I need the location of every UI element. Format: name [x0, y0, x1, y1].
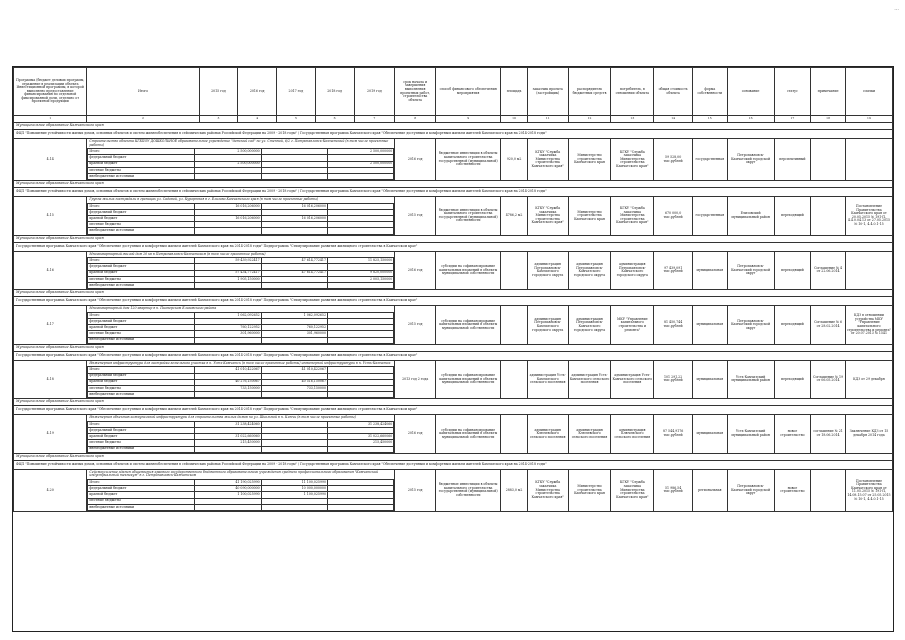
object-consumer: администрация Петропавловск-Камчатского городского округа: [611, 251, 654, 290]
object-cost: 670 000,0 тыс.рублей: [654, 197, 693, 236]
object-code: 4.18: [14, 360, 87, 399]
financing-line: [88, 446, 394, 452]
financing-source: внебюджетные источники: [88, 228, 195, 234]
header-ownership: форма собственности: [692, 68, 727, 116]
financing-line: [88, 392, 394, 398]
object-row: [14, 251, 893, 290]
section-title: Муниципальное образование Камчатского края: [14, 181, 893, 188]
financing-line: [88, 228, 394, 234]
object-ownership: муниципальная: [692, 251, 727, 290]
column-number: 8: [395, 116, 436, 123]
object-years: 2015 год: [395, 197, 436, 236]
program-title: ФЦП "Повышение устойчивости жилых домов, основных объектов и систем жизнеобеспечения в сейсмических районах Российской Федерации на 2009 - 2018 годы" / Государственная программа Камчатского края "Обеспечение доступным и комфортным жильем жителей Камчатского края на 2014-2018 годы": [14, 188, 893, 197]
header-2019: 2019 год: [354, 68, 395, 116]
column-number: 12: [568, 116, 611, 123]
object-consumer: администрация Усть-Камчатского сельского поселения: [611, 360, 654, 399]
financing-source: Итого: [88, 421, 195, 427]
financing-source: краевой бюджет: [88, 161, 195, 167]
object-status: перспективный: [774, 139, 811, 181]
financing-source: краевой бюджет: [88, 270, 195, 276]
financing-2015: 11 100,025990: [261, 479, 327, 485]
object-row: [14, 415, 893, 454]
financing-source: Итого: [88, 258, 195, 264]
object-ref: Постановление Правительства Камчатского края от 20.05.2015 № 191-П, 4.4.0.04.13 от 27.05.2015 № 10-1, 4.4.0.1-15: [845, 197, 892, 236]
header-method: способ финансового обеспечения мероприятия: [436, 68, 501, 116]
object-distributor: Министерство строительства Камчатского края: [568, 139, 611, 181]
section-row: [14, 290, 893, 297]
financing-source: федеральный бюджет: [88, 486, 195, 492]
financing-total: 31 238,424060: [195, 421, 261, 427]
program-title: Государственная программа Камчатского края "Обеспечение доступным и комфортным жильем жителей Камчатского края на 2014-2018 годы" Подпрограмма "Стимулирование развития жилищного строительства в Камчатском крае": [14, 242, 893, 251]
column-number: 4: [238, 116, 277, 123]
column-number: 1: [14, 116, 87, 123]
program-title: ФЦП "Повышение устойчивости жилых домов, основных объектов и систем жизнеобеспечения в сейсмических районах Российской Федерации на 2009 - 2018 годы" / Государственная программа Камчатского края "Обеспечение доступным и комфортным жильем жителей Камчатского края на 2014-2018 годы": [14, 460, 893, 469]
financing-2016: [327, 446, 393, 452]
object-method: субсидии на софинансирование капитальных вложений в объекты муниципальной собственности: [436, 360, 501, 399]
section-row: [14, 453, 893, 460]
object-area: 2883,0 м2: [501, 469, 528, 511]
section-title: Муниципальное образование Камчатского края: [14, 344, 893, 351]
object-consumer: КГКУ "Служба заказчика Министерства строительства Камчатского края": [611, 469, 654, 511]
financing-source: федеральный бюджет: [88, 318, 195, 324]
financing-source: местные бюджеты: [88, 385, 195, 391]
object-years: 2015 год: [395, 306, 436, 345]
object-method: бюджетные инвестиции в объекты капитального строительства государственной (муниципальной) собственности: [436, 197, 501, 236]
object-area: [501, 415, 528, 454]
financing-table: [87, 479, 394, 511]
financing-total: [195, 173, 261, 179]
object-status: переходящий: [774, 360, 811, 399]
financing-line: [88, 283, 394, 289]
column-number: 5: [277, 116, 316, 123]
column-number: 6: [315, 116, 354, 123]
object-method: субсидии на софинансирование капитальных вложений в объекты муниципальной собственности: [436, 415, 501, 454]
object-financing-cell: [87, 251, 395, 290]
financing-total: [195, 337, 261, 343]
object-basis: Усть-Камчатский муниципальный район: [727, 415, 774, 454]
object-consumer: МКУ "Управление капитального строительства и ремонта": [611, 306, 654, 345]
financing-table: [87, 257, 394, 289]
financing-source: внебюджетные источники: [88, 446, 195, 452]
object-basis: Елизовский муниципальный район: [727, 197, 774, 236]
program-title: ФЦП "Повышение устойчивости жилых домов, основных объектов и систем жизнеобеспечения в сейсмических районах Российской Федерации на 2009 - 2018 годы" / Государственная программа Камчатского края "Обеспечение доступным и комфортным жильем жителей Камчатского края на 2014-2018 годы": [14, 130, 893, 139]
object-code: 4.19: [14, 415, 87, 454]
program-row: [14, 130, 893, 139]
financing-source: местные бюджеты: [88, 167, 195, 173]
page-corner-mark: ...: [894, 6, 899, 12]
object-customer: КГКУ "Служба заказчика Министерства строительства Камчатского края": [527, 197, 568, 236]
object-customer: администрация Усть-Камчатского сельского поселения: [527, 360, 568, 399]
object-title: Сейсмоусиление здания общежития краевого государственного бюджетного образовательного учреждения среднего профессионального образования "Камчатский индустриальный техникум" в г. Петропавловск-Камчатском: [89, 469, 379, 478]
financing-source: Итого: [88, 312, 195, 318]
header-total: Итого: [87, 68, 199, 116]
financing-source: местные бюджеты: [88, 331, 195, 337]
financing-2016: [327, 173, 393, 179]
financing-table: [87, 421, 394, 453]
financing-source: федеральный бюджет: [88, 373, 195, 379]
object-area: 920,0 м2: [501, 139, 528, 181]
financing-total: [195, 392, 261, 398]
object-cost: 51 986,54 тыс.рублей: [654, 469, 693, 511]
object-basis: Усть-Камчатский муниципальный район: [727, 360, 774, 399]
object-title: Группа жилых пострадали в границах ул. Садовой, ул. Курортная в г. Елизово Камчатского края (в том числе проектные работы): [89, 197, 319, 202]
financing-total: 40 090,000000: [195, 486, 261, 492]
object-note: Соглашение № 6 от 28.02.2014: [811, 306, 846, 345]
object-years: 2016 год: [395, 415, 436, 454]
financing-2016: [327, 392, 393, 398]
header-2015: 2015 год: [199, 68, 238, 116]
object-distributor: администрация Петропавловск-Камчатского городского округа: [568, 251, 611, 290]
object-basis: Петропавловск-Камчатский городской округ: [727, 306, 774, 345]
financing-table: [87, 148, 394, 180]
financing-total: [195, 446, 261, 452]
column-number: 11: [527, 116, 568, 123]
object-area: [501, 360, 528, 399]
object-financing-cell: [87, 306, 395, 345]
financing-total: 40 276,150067: [195, 379, 261, 385]
financing-source: краевой бюджет: [88, 434, 195, 440]
financing-table: [87, 203, 394, 235]
object-distributor: администрация Усть-Камчатского сельского поселения: [568, 360, 611, 399]
financing-source: местные бюджеты: [88, 276, 195, 282]
object-basis: Петропавловск-Камчатский городской округ: [727, 251, 774, 290]
object-cost: 101 291,22 тыс.рублей: [654, 360, 693, 399]
object-ref: КДЗ в отношении устройства МКУ "Управление капитального строительства и ремонта" от 20.07.2013 № 1541: [845, 306, 892, 345]
object-consumer: администрация Ключевского сельского поселения: [611, 415, 654, 454]
object-ownership: региональная: [692, 469, 727, 511]
financing-2016: 2 500,000000: [327, 161, 393, 167]
object-ref: КДЗ от 29 декабря: [845, 360, 892, 399]
program-row: [14, 406, 893, 415]
financing-2016: 31 022,660060: [327, 434, 393, 440]
financing-total: 16 016,206000: [195, 203, 261, 209]
financing-source: внебюджетные источники: [88, 337, 195, 343]
object-code: 4.14: [14, 139, 87, 181]
financing-source: федеральный бюджет: [88, 264, 195, 270]
object-ownership: муниципальная: [692, 360, 727, 399]
object-financing-cell: [87, 469, 395, 511]
object-method: бюджетные инвестиции в объекты капитального строительства государственной (муниципальной) собственности: [436, 139, 501, 181]
financing-total: [195, 283, 261, 289]
financing-2015: [261, 173, 327, 179]
column-number: 19: [845, 116, 892, 123]
financing-2015: 760,122952: [261, 325, 327, 331]
object-ref: Заключение КДЗ от 15 декабря 2014 года: [845, 415, 892, 454]
object-years: 2015 год: [395, 469, 436, 511]
financing-2015: 47 614,772417: [261, 258, 327, 264]
financing-total: 2 500,000000: [195, 149, 261, 155]
financing-2015: [261, 228, 327, 234]
object-basis: Петропавловск-Камчатский городской округ: [727, 469, 774, 511]
financing-total: [195, 228, 261, 234]
column-number: 10: [501, 116, 528, 123]
object-ownership: муниципальная: [692, 415, 727, 454]
object-consumer: КГКУ "Служба заказчика Министерства строительства Камчатского края": [611, 139, 654, 181]
header-customer: заказчик проекта (застройщик): [527, 68, 568, 116]
section-title: Муниципальное образование Камчатского края: [14, 235, 893, 242]
object-row: [14, 306, 893, 345]
object-financing-cell: [87, 360, 395, 399]
financing-2015: 733,150000: [261, 385, 327, 391]
financing-table: [87, 312, 394, 344]
object-row: [14, 197, 893, 236]
column-number: 15: [692, 116, 727, 123]
financing-source: федеральный бюджет: [88, 209, 195, 215]
column-number: 2: [87, 116, 199, 123]
column-number: 7: [354, 116, 395, 123]
section-title: Муниципальное образование Камчатского края: [14, 399, 893, 406]
financing-source: местные бюджеты: [88, 498, 195, 504]
program-row: [14, 242, 893, 251]
object-financing-cell: [87, 139, 395, 181]
financing-2015: 16 016,206000: [261, 216, 327, 222]
header-area: площадь: [501, 68, 528, 116]
program-row: [14, 188, 893, 197]
object-title: Многоквартирный дом 120 квартир в п. Пионерском Елизовского района: [89, 306, 217, 311]
financing-source: федеральный бюджет: [88, 155, 195, 161]
object-distributor: администрация Ключевского сельского поселения: [568, 415, 611, 454]
object-ownership: муниципальная: [692, 306, 727, 345]
header-status: статус: [774, 68, 811, 116]
object-title: Инженерная инфраструктура для застройки земельного участка в п. Усть-Камчатск (в том числе проектные работы) инженерной инфраструктуры в п. Усть-Камчатск: [89, 360, 391, 365]
column-number: 16: [727, 116, 774, 123]
header-ref: ссылки: [845, 68, 892, 116]
object-note: [811, 197, 846, 236]
object-distributor: Министерство строительства Камчатского края: [568, 197, 611, 236]
object-ownership: государственная: [692, 139, 727, 181]
financing-source: внебюджетные источники: [88, 504, 195, 510]
object-area: [501, 251, 528, 290]
object-cost: 97 439,091 тыс.рублей: [654, 251, 693, 290]
financing-2015: [261, 283, 327, 289]
object-basis: Петропавловск-Камчатский городской округ: [727, 139, 774, 181]
financing-2016: 11 825,150000: [327, 258, 393, 264]
header-program: Программа (бюджет деловых программ, отражение в реализации объекта Инвестиционной программы, в которой выполнено предоставление финансирования по отдельной фиксированной доли, отдельно от проектной продукции: [14, 68, 87, 116]
object-customer: администрация Петропавловск-Камчатского городского округа: [527, 306, 568, 345]
financing-total: 31 022,660060: [195, 434, 261, 440]
section-title: Муниципальное образование Камчатского края: [14, 123, 893, 130]
financing-2015: [261, 337, 327, 343]
financing-line: [88, 504, 394, 510]
object-title: Строительство объекта КГБПОУ ДОШКОЛЬНОЕ образовательное учреждение "детский сад" по ул. Степной, 6/2 г. Петропавловск-Камчатский (в том числе проектные работы): [89, 139, 389, 147]
header-consumer: потребитель, в отношении объекта: [611, 68, 654, 116]
object-method: субсидии на софинансирование капитальных вложений в объекты муниципальной собственности: [436, 306, 501, 345]
object-years: 2016 год: [395, 251, 436, 290]
financing-2016: [327, 283, 393, 289]
column-number: 13: [611, 116, 654, 123]
header-number-row: [14, 116, 893, 123]
object-status: переходящий: [774, 306, 811, 345]
financing-2015: [261, 504, 327, 510]
financing-source: краевой бюджет: [88, 325, 195, 331]
section-row: [14, 235, 893, 242]
section-row: [14, 344, 893, 351]
object-status: переходящий: [774, 251, 811, 290]
column-number: 14: [654, 116, 693, 123]
financing-2015: [261, 392, 327, 398]
financing-source: краевой бюджет: [88, 492, 195, 498]
object-row: [14, 360, 893, 399]
object-code: 4.16: [14, 251, 87, 290]
section-row: [14, 181, 893, 188]
object-note: [811, 139, 846, 181]
object-ref: [845, 251, 892, 290]
header-distributor: распорядитель бюджетных средств: [568, 68, 611, 116]
object-financing-cell: [87, 415, 395, 454]
financing-line: [88, 173, 394, 179]
object-code: 4.17: [14, 306, 87, 345]
financing-source: краевой бюджет: [88, 379, 195, 385]
financing-source: Итого: [88, 367, 195, 373]
financing-source: краевой бюджет: [88, 216, 195, 222]
object-area: 4786,2 м2: [501, 197, 528, 236]
financing-source: Итого: [88, 149, 195, 155]
section-title: Муниципальное образование Камчатского края: [14, 290, 893, 297]
program-row: [14, 460, 893, 469]
object-customer: КГКУ "Служба заказчика Министерства строительства Камчатского края": [527, 469, 568, 511]
financing-source: Итого: [88, 479, 195, 485]
object-ref: [845, 139, 892, 181]
financing-source: внебюджетные источники: [88, 173, 195, 179]
header-2017: 2017 год: [277, 68, 316, 116]
program-title: Государственная программа Камчатского края "Обеспечение доступным и комфортным жильем жителей Камчатского края на 2014-2018 годы" Подпрограмма "Стимулирование развития жилищного строительства в Камчатском крае": [14, 406, 893, 415]
object-customer: администрация Ключевского сельского поселения: [527, 415, 568, 454]
program-row: [14, 351, 893, 360]
object-code: 4.15: [14, 197, 87, 236]
financing-2015: 1 100,025990: [261, 492, 327, 498]
header-note: примечание: [811, 68, 846, 116]
object-years: 2016 год: [395, 139, 436, 181]
object-cost: 81 450,744 тыс.рублей: [654, 306, 693, 345]
object-title: Инженерная объектов коммунальной инфраструктуры для строительства жилых домов по ул. Школьной в п. Ключи (в том числе проектные работы): [89, 415, 356, 420]
financing-total: 301,960000: [195, 331, 261, 337]
financing-2015: 1 062,092652: [261, 312, 327, 318]
object-row: [14, 139, 893, 181]
financing-total: 41 190,025990: [195, 479, 261, 485]
object-method: субсидии на софинансирование капитальных вложений в объекты муниципальной собственности: [436, 251, 501, 290]
financing-2015: [261, 446, 327, 452]
object-distributor: администрация Петропавловск-Камчатского городского округа: [568, 306, 611, 345]
object-status: новое строительство: [774, 415, 811, 454]
object-cost: 59 528,00 тыс.рублей: [654, 139, 693, 181]
object-code: 4.20: [14, 469, 87, 511]
header-row: [14, 68, 893, 116]
object-customer: администрация Петропавловск-Камчатского городского округа: [527, 251, 568, 290]
financing-2015: 301,960000: [261, 331, 327, 337]
column-number: 9: [436, 116, 501, 123]
header-2018: 2018 год: [315, 68, 354, 116]
header-2016: 2016 год: [238, 68, 277, 116]
financing-2015: 41 010,422067: [261, 367, 327, 373]
object-ref: Постановление Правительства Камчатского края от 11.05.2015 № 191-П, 14.08.15.07 от 25.05.2015 № 10-1, 4.4.0.1-15: [845, 469, 892, 511]
financing-2016: 215,450000: [327, 440, 393, 446]
financing-total: 16 016,206000: [195, 216, 261, 222]
financing-source: Итого: [88, 203, 195, 209]
object-area: [501, 306, 528, 345]
header-term: срок начала и завершения выполнения проектных работ, строительства объекта: [395, 68, 436, 116]
financing-total: 1 100,025990: [195, 492, 261, 498]
financing-2015: 10 000,000000: [261, 486, 327, 492]
financing-2016: 9 820,000000: [327, 270, 393, 276]
object-note: Соглашение № 19 от 06.05.2014: [811, 360, 846, 399]
financing-source: внебюджетные источники: [88, 283, 195, 289]
object-note: [811, 469, 846, 511]
object-distributor: Министерство строительства Камчатского края: [568, 469, 611, 511]
financing-source: местные бюджеты: [88, 440, 195, 446]
program-row: [14, 297, 893, 306]
financing-total: 215,450000: [195, 440, 261, 446]
financing-table: [87, 366, 394, 398]
section-title: Муниципальное образование Камчатского края: [14, 453, 893, 460]
object-note: соглашение № 21 от 18.06.2014: [811, 415, 846, 454]
financing-2016: [327, 337, 393, 343]
section-row: [14, 399, 893, 406]
object-ownership: государственная: [692, 197, 727, 236]
column-number: 3: [199, 116, 238, 123]
program-title: Государственная программа Камчатского края "Обеспечение доступным и комфортным жильем жителей Камчатского края на 2014-2018 годы" Подпрограмма "Стимулирование развития жилищного строительства в Камчатском крае": [14, 297, 893, 306]
financing-2016: 2 005,150000: [327, 276, 393, 282]
financing-total: 41 010,422067: [195, 367, 261, 373]
financing-2016: [327, 228, 393, 234]
financing-total: 1 062,092652: [195, 312, 261, 318]
object-method: бюджетные инвестиции в объекты капитального строительства государственной (муниципальной) собственности: [436, 469, 501, 511]
header-cost: общая стоимость объекта: [654, 68, 693, 116]
financing-2015: 40 516,150067: [261, 379, 327, 385]
program-title: Государственная программа Камчатского края "Обеспечение доступным и комфортным жильем жителей Камчатского края на 2014-2018 годы" Подпрограмма "Стимулирование развития жилищного строительства в Камчатском крае": [14, 351, 893, 360]
financing-2016: 2 500,000000: [327, 149, 393, 155]
header-basis: основание: [727, 68, 774, 116]
object-row: [14, 469, 893, 511]
object-years: 2013 год 2 года: [395, 360, 436, 399]
object-consumer: КГКУ "Служба заказчика Министерства строительства Камчатского края": [611, 197, 654, 236]
financing-source: внебюджетные источники: [88, 392, 195, 398]
financing-total: 57 434,772417: [195, 270, 261, 276]
object-cost: 87 544,9176 тыс.рублей: [654, 415, 693, 454]
financing-total: 2 500,000000: [195, 161, 261, 167]
column-number: 18: [811, 116, 846, 123]
financing-source: местные бюджеты: [88, 222, 195, 228]
object-status: переходящий: [774, 197, 811, 236]
object-financing-cell: [87, 197, 395, 236]
object-title: Многоквартирный жилой дом 20 кв в Петропавловск-Камчатском (в том числе проектные работы): [89, 251, 266, 256]
financing-2015: 16 016,206000: [261, 203, 327, 209]
financing-total: 760,122952: [195, 325, 261, 331]
financing-total: 1 905,150000: [195, 276, 261, 282]
section-row: [14, 123, 893, 130]
financing-total: [195, 504, 261, 510]
object-customer: КГКУ "Служба заказчика Министерства строительства Камчатского края": [527, 139, 568, 181]
financing-source: федеральный бюджет: [88, 428, 195, 434]
financing-total: 59 439,922417: [195, 258, 261, 264]
financing-2016: [327, 504, 393, 510]
object-note: Соглашение № 4 от 22.06.2014: [811, 251, 846, 290]
column-number: 17: [774, 116, 811, 123]
financing-2016: 31 238,424060: [327, 421, 393, 427]
investment-program-table: [12, 66, 894, 632]
financing-2015: 47 614,772417: [261, 270, 327, 276]
financing-total: 733,150000: [195, 385, 261, 391]
object-status: новое строительство: [774, 469, 811, 511]
financing-line: [88, 337, 394, 343]
